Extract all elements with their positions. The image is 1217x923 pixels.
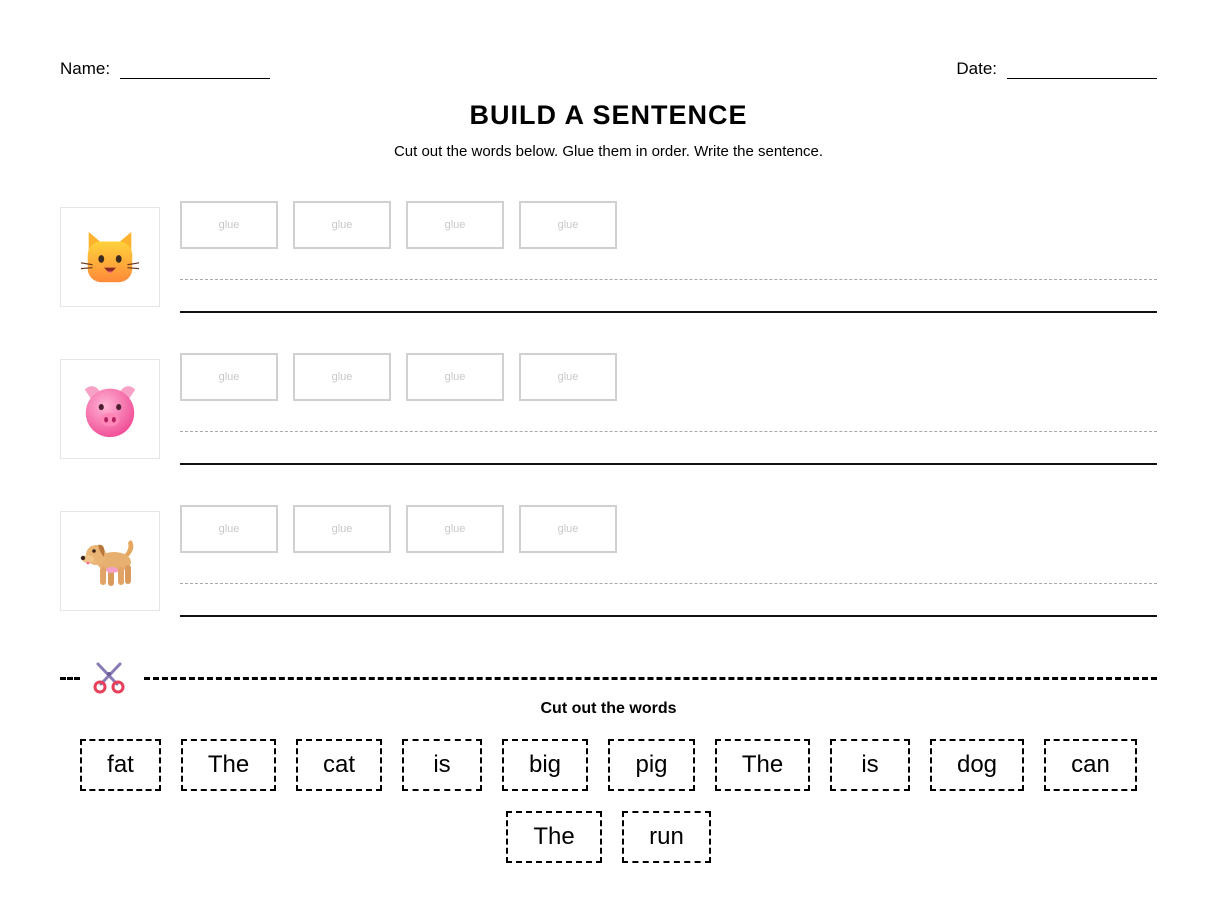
instructions: Cut out the words below. Glue them in order. Write the sentence. — [393, 143, 824, 160]
glue-slot[interactable]: glue — [180, 353, 278, 401]
writing-base-line[interactable] — [180, 463, 1157, 465]
picture-frame — [60, 511, 160, 611]
picture-frame — [60, 359, 160, 459]
cat-face-icon — [79, 226, 141, 288]
glue-slot[interactable]: glue — [180, 505, 278, 553]
word-card[interactable]: is — [830, 739, 910, 791]
writing-guide-line — [180, 431, 1157, 432]
glue-slot[interactable]: glue — [519, 505, 617, 553]
glue-slot[interactable]: glue — [293, 201, 391, 249]
glue-slot[interactable]: glue — [293, 353, 391, 401]
word-card[interactable]: fat — [80, 739, 161, 791]
writing-guide-line — [180, 279, 1157, 280]
glue-slot[interactable]: glue — [406, 353, 504, 401]
cut-line — [60, 677, 1157, 681]
writing-base-line[interactable] — [180, 615, 1157, 617]
word-card[interactable]: dog — [930, 739, 1024, 791]
glue-slots — [180, 201, 617, 249]
pig-face-icon — [79, 378, 141, 440]
glue-slot[interactable]: glue — [406, 505, 504, 553]
picture-frame — [60, 207, 160, 307]
writing-base-line[interactable] — [180, 311, 1157, 313]
glue-slot[interactable]: glue — [519, 353, 617, 401]
sentence-row-dog — [60, 505, 1157, 625]
cut-line-left — [60, 677, 80, 680]
word-card[interactable]: run — [622, 811, 711, 863]
date-field — [956, 58, 1157, 79]
word-card[interactable]: big — [502, 739, 588, 791]
cut-out-heading: Cut out the words — [540, 700, 677, 717]
word-card[interactable]: pig — [608, 739, 695, 791]
word-card[interactable]: The — [715, 739, 810, 791]
worksheet-header — [60, 58, 1157, 82]
name-label: Name: — [60, 59, 111, 78]
writing-guide-line — [180, 583, 1157, 584]
glue-slot[interactable]: glue — [180, 201, 278, 249]
date-label: Date: — [956, 59, 997, 78]
dog-icon — [78, 529, 142, 593]
word-card[interactable]: The — [181, 739, 276, 791]
glue-slot[interactable]: glue — [293, 505, 391, 553]
sentence-row-pig — [60, 353, 1157, 473]
glue-slots — [180, 505, 617, 553]
word-card[interactable]: is — [402, 739, 482, 791]
glue-slots — [180, 353, 617, 401]
cut-line-right — [144, 677, 1157, 680]
page-title: BUILD A SENTENCE — [469, 100, 748, 130]
date-blank-line[interactable] — [1007, 58, 1157, 79]
sentence-row-cat — [60, 201, 1157, 321]
word-card[interactable]: The — [506, 811, 602, 863]
glue-slot[interactable]: glue — [519, 201, 617, 249]
word-card[interactable]: cat — [296, 739, 382, 791]
name-blank-line[interactable] — [120, 58, 270, 79]
word-card[interactable]: can — [1044, 739, 1137, 791]
scissors-icon — [92, 660, 126, 694]
name-field — [60, 58, 270, 79]
glue-slot[interactable]: glue — [406, 201, 504, 249]
